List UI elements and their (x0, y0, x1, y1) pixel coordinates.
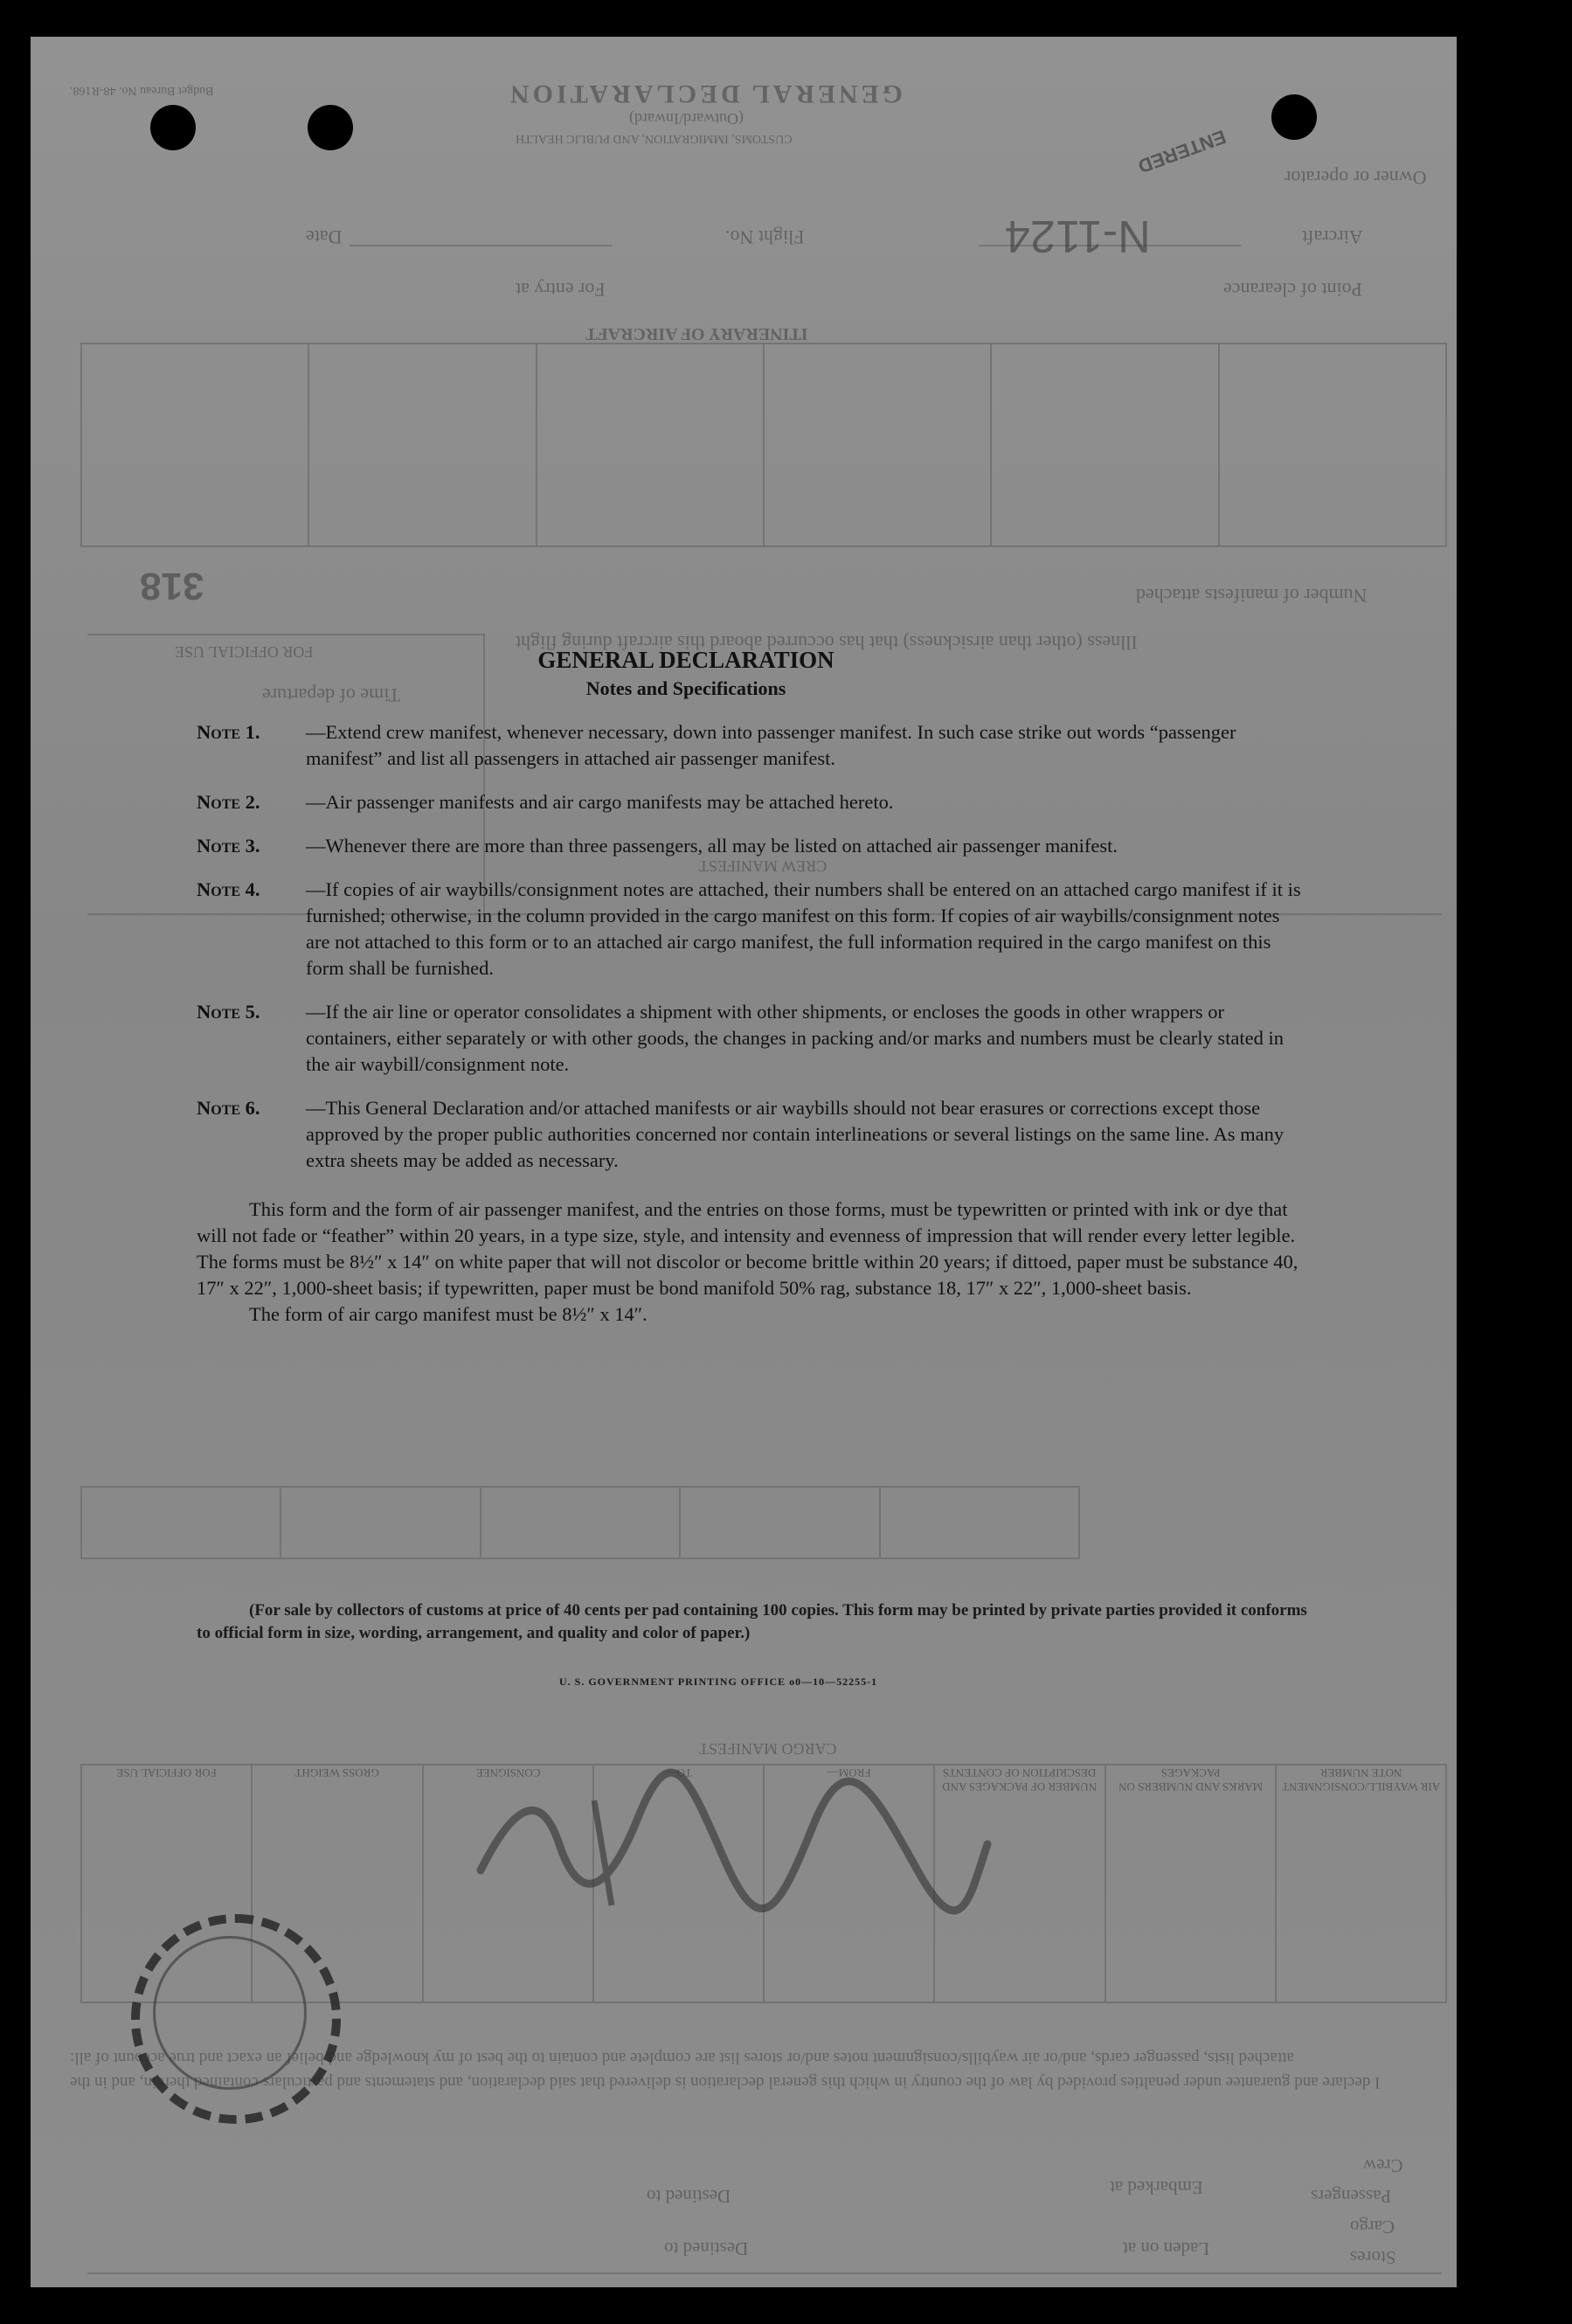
bleed-declaration: I declare and guarantee under penalties provided by law of the country in which this general declaration is delivered that said declaration, and statements and particulars contained therein, and in the attached lists, passenger cards, and/or air waybills/consignment notes and/or stores list are complete and contain to the best of my knowledge and belief an exact and true account of all: (70, 2049, 1381, 2092)
bleed-itinerary-table (80, 343, 1447, 547)
bleed-crew-table-lower (80, 1486, 1080, 1559)
bleed-crew-manifest: CREW MANIFEST (699, 857, 828, 875)
bleed-number-318: 318 (140, 565, 204, 607)
punch-hole-right (1271, 94, 1317, 140)
cargo-col-8: FOR OFFICIAL USE (116, 1766, 217, 1779)
bleed-destined-2: Destined to (664, 2238, 749, 2259)
note-1 (197, 719, 1306, 772)
bleed-embarked: Embarked at (1110, 2177, 1203, 2198)
bleed-itinerary: ITINERARY OF AIRCRAFT (585, 324, 808, 343)
bleed-budget: Budget Bureau No. 48-R168. (70, 84, 214, 97)
bleed-cargo: Cargo (1350, 2216, 1395, 2237)
diagonal-stamp-text: ENTERED (1135, 125, 1229, 178)
bleed-clearance: Point of clearance (1223, 279, 1362, 301)
cargo-manifest-size-note: The form of air cargo manifest must be 8½″ x 14″. (249, 1303, 647, 1325)
bleed-destined-1: Destined to (647, 2186, 731, 2207)
cargo-col-4: FROM— (827, 1766, 871, 1779)
bleed-stores: Stores (1350, 2247, 1396, 2268)
note-text: —This General Declaration and/or attached manifests or air waybills should not bear erasures or corrections except those approved by the proper public authorities concerned nor contain interlineations or several listings on the same line. As many extra sheets may be added as necessary. (306, 1097, 1285, 1171)
bleed-sig-line (87, 2272, 1442, 2274)
note-label: Note 1. (197, 721, 260, 743)
bleed-crew: Crew (1363, 2155, 1403, 2176)
cargo-col-5: TO— (665, 1766, 692, 1779)
bleed-cargo-manifest: CARGO MANIFEST (699, 1740, 837, 1758)
bleed-passengers: Passengers (1311, 2186, 1392, 2207)
note-4 (197, 877, 1306, 982)
page-title: GENERAL DECLARATION (537, 647, 834, 673)
bleed-header-agency: CUSTOMS, IMMIGRATION, AND PUBLIC HEALTH (516, 132, 793, 145)
bleed-header-sub: (Outward/Inward) (629, 110, 744, 128)
note-3 (197, 833, 1306, 859)
punch-hole-left (150, 105, 196, 150)
bleed-flight: Flight No. (725, 226, 805, 248)
bleed-departure-time: Time of departure (262, 684, 401, 706)
form-requirements-paragraph: This form and the form of air passenger manifest, and the entries on those forms, must be typewritten or printed with ink or dye that will not fade or “feather” within 20 years, in a type size, style, and intensity and evenness of impression that will render every letter legible. The forms must be 8½″ x 14″ on white paper that will not discolor or become brittle within 20 years; if dittoed, paper must be substance 40, 17″ x 22″, 1,000-sheet basis; if typewritten, paper must be bond manifold 50% rag, substance 18, 17″ x 22″, 1,000-sheet basis. (197, 1198, 1298, 1299)
cargo-col-2: MARKS AND NUMBERS ON PACKAGES (1118, 1766, 1263, 1793)
note-text: —If copies of air waybills/consignment notes are attached, their numbers shall be entered on an attached cargo manifest if it is furnished; otherwise, in the column provided in the cargo manifest on this form. If copies of air waybills/consignment notes are not attached to this form or to an attached air cargo manifest, the full information required in the cargo manifest on this form shall be furnished. (306, 878, 1301, 979)
bleed-aircraft-number: N-1124 (1005, 211, 1151, 261)
bleed-owner: Owner or operator (1285, 167, 1427, 189)
note-2 (197, 789, 1306, 815)
notes-section (197, 647, 1306, 1328)
bleed-aircraft: Aircraft (1302, 226, 1363, 248)
note-label: Note 2. (197, 791, 260, 813)
bleed-line-official (87, 634, 485, 635)
note-label: Note 5. (197, 1001, 260, 1023)
note-text: —Air passenger manifests and air cargo manifests may be attached hereto. (306, 791, 894, 813)
punch-hole-middle (308, 105, 353, 150)
cargo-col-7: GROSS WEIGHT (294, 1766, 379, 1779)
note-label: Note 6. (197, 1097, 260, 1119)
gpo-imprint: U. S. GOVERNMENT PRINTING OFFICE o0—10—52255-1 (559, 1675, 878, 1688)
signature-bleed (463, 1766, 1005, 1923)
cargo-col-3: NUMBER OF PACKAGES AND DESCRIPTION OF CONTENTS (942, 1766, 1098, 1793)
note-label: Note 3. (197, 835, 260, 857)
note-text: —If the air line or operator consolidates a shipment with other shipments, or encloses the goods in other wrappers or containers, either separately or with other goods, the changes in packing and/or marks and numbers must be clearly stated in the air waybill/consignment note. (306, 1001, 1285, 1075)
customs-stamp-inner (153, 1936, 307, 2090)
bleed-date: Date (306, 226, 343, 248)
page-subtitle: Notes and Specifications (585, 677, 786, 699)
cargo-col-6: CONSIGNEE (475, 1766, 540, 1779)
bleed-laden: Laden on at (1123, 2238, 1210, 2259)
bleed-entry: For entry at (516, 279, 606, 301)
note-label: Note 4. (197, 878, 260, 900)
bleed-header-title: GENERAL DECLARATION (507, 80, 904, 108)
bleed-illness: Illness (other than airsickness) that has occurred aboard this aircraft during flight (516, 632, 1138, 654)
note-5 (197, 999, 1306, 1078)
bleed-official-use: FOR OFFICIAL USE (175, 643, 314, 661)
cargo-col-1: AIR WAYBILL/CONSIGNMENT NOTE NUMBER (1281, 1766, 1440, 1793)
note-text: —Extend crew manifest, whenever necessary, down into passenger manifest. In such case strike out words “passenger manifest” and list all passengers in attached air passenger manifest. (306, 721, 1236, 769)
bleed-manifests: Number of manifests attached (1136, 585, 1368, 607)
note-6 (197, 1095, 1306, 1174)
bleed-line-header-2 (350, 245, 612, 246)
note-text: —Whenever there are more than three passengers, all may be listed on attached air passenger manifest. (306, 835, 1118, 857)
sale-note: (For sale by collectors of customs at price of 40 cents per pad containing 100 copies. This form may be printed by private parties provided it conforms to official form in size, wording, arrangement, and quality and color of paper.) (197, 1601, 1307, 1642)
